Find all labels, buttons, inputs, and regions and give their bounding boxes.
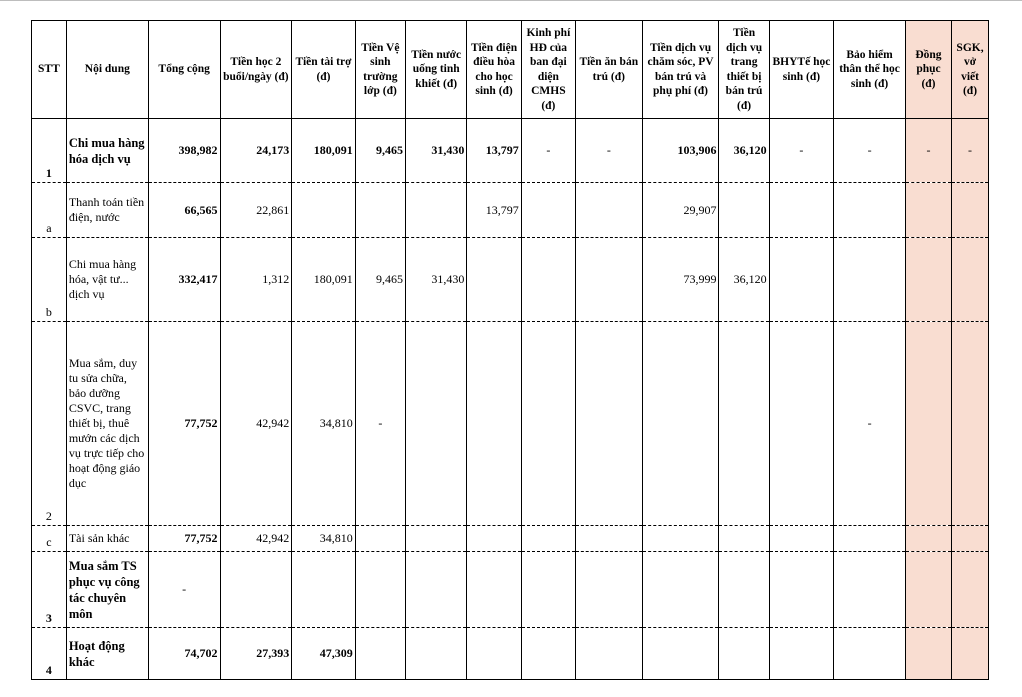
table-cell: 29,907 <box>642 183 719 238</box>
row-stt: 2 <box>32 322 67 526</box>
table-cell: 24,173 <box>220 119 292 183</box>
table-cell <box>952 552 989 628</box>
table-cell: 47,309 <box>292 628 356 680</box>
table-cell <box>405 322 466 526</box>
table-cell: - <box>834 322 906 526</box>
top-border-line <box>0 0 1022 1</box>
table-cell: 9,465 <box>355 238 405 322</box>
table-row <box>32 526 989 552</box>
table-cell <box>952 322 989 526</box>
table-cell <box>355 552 405 628</box>
table-cell <box>834 183 906 238</box>
table-cell <box>769 183 834 238</box>
table-cell: 22,861 <box>220 183 292 238</box>
table-row <box>32 322 989 526</box>
table-cell <box>405 552 466 628</box>
header-drinking-water: Tiền nước uống tinh khiết (đ) <box>405 21 466 119</box>
header-health-insurance: BHYTế học sinh (đ) <box>769 21 834 119</box>
table-cell <box>576 526 643 552</box>
table-cell <box>355 628 405 680</box>
table-cell <box>576 238 643 322</box>
table-cell <box>521 628 575 680</box>
header-boarding-equipment: Tiền dịch vụ trang thiết bị bán trú (đ) <box>719 21 769 119</box>
table-cell: 13,797 <box>467 183 521 238</box>
table-cell <box>355 183 405 238</box>
table-cell <box>769 322 834 526</box>
table-cell: 74,702 <box>148 628 220 680</box>
row-stt: b <box>32 238 67 322</box>
row-stt: c <box>32 526 67 552</box>
table-row <box>32 119 989 183</box>
table-row <box>32 238 989 322</box>
table-cell <box>769 552 834 628</box>
row-content: Chi mua hàng hóa dịch vụ <box>66 119 148 183</box>
table-cell: 1,312 <box>220 238 292 322</box>
table-cell: - <box>952 119 989 183</box>
table-cell <box>834 552 906 628</box>
table-cell: - <box>834 119 906 183</box>
table-cell <box>405 183 466 238</box>
table-cell: 398,982 <box>148 119 220 183</box>
table-cell: 103,906 <box>642 119 719 183</box>
table-cell <box>642 322 719 526</box>
table-cell: 34,810 <box>292 526 356 552</box>
table-cell <box>405 526 466 552</box>
table-cell <box>642 628 719 680</box>
table-cell: - <box>355 322 405 526</box>
header-row <box>32 21 989 119</box>
table-cell: 77,752 <box>148 526 220 552</box>
table-cell: 42,942 <box>220 526 292 552</box>
table-cell <box>719 628 769 680</box>
row-stt: 3 <box>32 552 67 628</box>
table-cell <box>952 628 989 680</box>
table-cell <box>292 183 356 238</box>
table-cell <box>521 183 575 238</box>
table-cell <box>220 552 292 628</box>
row-stt: 1 <box>32 119 67 183</box>
table-cell <box>521 238 575 322</box>
header-textbooks: SGK, vở viết (đ) <box>952 21 989 119</box>
table-cell: 180,091 <box>292 238 356 322</box>
table-cell: 36,120 <box>719 119 769 183</box>
table-cell <box>355 526 405 552</box>
table-cell <box>642 552 719 628</box>
table-cell <box>292 552 356 628</box>
table-cell <box>521 526 575 552</box>
table-cell: 27,393 <box>220 628 292 680</box>
header-stt: STT <box>32 21 67 119</box>
table-cell: 31,430 <box>405 238 466 322</box>
table-cell <box>467 322 521 526</box>
table-cell <box>719 322 769 526</box>
table-cell: - <box>576 119 643 183</box>
table-cell <box>905 322 951 526</box>
row-content: Tài sản khác <box>66 526 148 552</box>
table-cell: 13,797 <box>467 119 521 183</box>
table-cell: 9,465 <box>355 119 405 183</box>
table-cell <box>769 238 834 322</box>
header-boarding-care: Tiền dịch vụ chăm sóc, PV bán trú và phụ phí (đ) <box>642 21 719 119</box>
table-cell <box>834 526 906 552</box>
row-stt: a <box>32 183 67 238</box>
table-cell <box>905 238 951 322</box>
table-cell <box>834 238 906 322</box>
table-cell: 36,120 <box>719 238 769 322</box>
table-cell <box>467 526 521 552</box>
table-cell <box>576 183 643 238</box>
header-accident-insurance: Bảo hiểm thân thể học sinh (đ) <box>834 21 906 119</box>
row-stt: 4 <box>32 628 67 680</box>
table-body <box>32 119 989 680</box>
table-cell: 332,417 <box>148 238 220 322</box>
row-content: Thanh toán tiền điện, nước <box>66 183 148 238</box>
table-cell <box>952 526 989 552</box>
header-boarding-meals: Tiền ăn bán trú (đ) <box>576 21 643 119</box>
row-content: Hoạt động khác <box>66 628 148 680</box>
row-content: Chi mua hàng hóa, vật tư... dịch vụ <box>66 238 148 322</box>
table-row <box>32 552 989 628</box>
table-cell: - <box>521 119 575 183</box>
table-cell <box>769 526 834 552</box>
table-cell <box>834 628 906 680</box>
table-cell <box>521 322 575 526</box>
table-cell <box>952 238 989 322</box>
table-cell: - <box>905 119 951 183</box>
expense-table <box>31 20 989 680</box>
table-cell <box>521 552 575 628</box>
table-cell <box>719 183 769 238</box>
table-row <box>32 628 989 680</box>
table-cell: - <box>769 119 834 183</box>
table-cell <box>405 628 466 680</box>
header-parent-committee: Kinh phí HĐ của ban đại diện CMHS (đ) <box>521 21 575 119</box>
table-cell <box>719 526 769 552</box>
table-cell <box>467 628 521 680</box>
table-cell <box>576 628 643 680</box>
table-cell: 180,091 <box>292 119 356 183</box>
table-cell <box>467 552 521 628</box>
header-two-session-fee: Tiền học 2 buổi/ngày (đ) <box>220 21 292 119</box>
table-cell: - <box>148 552 220 628</box>
header-cleaning: Tiền Vệ sinh trường lớp (đ) <box>355 21 405 119</box>
table-row <box>32 183 989 238</box>
header-sponsorship: Tiền tài trợ (đ) <box>292 21 356 119</box>
table-cell <box>905 628 951 680</box>
table-cell <box>576 322 643 526</box>
row-content: Mua sắm TS phục vụ công tác chuyên môn <box>66 552 148 628</box>
table-cell: 77,752 <box>148 322 220 526</box>
table-cell: 31,430 <box>405 119 466 183</box>
table-cell: 34,810 <box>292 322 356 526</box>
table-cell: 73,999 <box>642 238 719 322</box>
header-air-conditioning: Tiền điện điều hòa cho học sinh (đ) <box>467 21 521 119</box>
table-cell <box>905 552 951 628</box>
header-content: Nội dung <box>66 21 148 119</box>
row-content: Mua sắm, duy tu sửa chữa, bảo dưỡng CSVC, trang thiết bị, thuê mướn các dịch vụ trực tiếp cho hoạt động giáo dục <box>66 322 148 526</box>
table-cell <box>642 526 719 552</box>
table-cell <box>905 183 951 238</box>
header-total: Tổng cộng <box>148 21 220 119</box>
table-cell <box>769 628 834 680</box>
table-cell: 42,942 <box>220 322 292 526</box>
table-cell <box>576 552 643 628</box>
table-cell <box>719 552 769 628</box>
table-cell <box>467 238 521 322</box>
table-cell <box>905 526 951 552</box>
header-uniform: Đồng phục (đ) <box>905 21 951 119</box>
table-cell <box>952 183 989 238</box>
table-cell: 66,565 <box>148 183 220 238</box>
